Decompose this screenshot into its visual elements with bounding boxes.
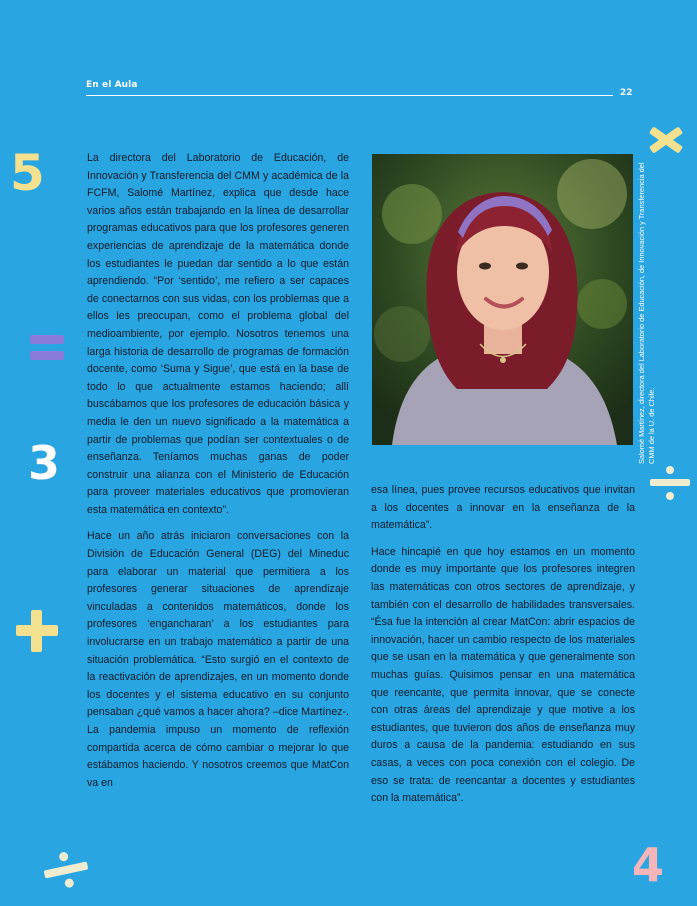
equals-sign-icon	[30, 335, 64, 367]
portrait-photo	[372, 154, 633, 445]
article-paragraph: Hace hincapié en que hoy estamos en un momento donde es muy importante que los profesores integren las matemáticas con otros sectores de aprendizaje, y también con el desarrollo de habilidades transversales. “Ésa fue la intención al crear MatCon: abrir espacios de innovación, hacer un cambio respecto de los materiales que se usan en la matemática y que generalmente son muchas guías. Quisimos pensar en una matemática que reencante, que permita innovar, que se conecte con otras áreas del aprendizaje y que motive a los estudiantes, que tuvieron dos años de enseñanza muy duros a causa de la pandemia: estudiando en sus casas, a veces con poca conexión con el colegio. De eso se trata: de reencantar a docentes y estudiantes con la matemática”.	[371, 545, 635, 805]
portrait-illustration	[372, 154, 633, 445]
multiplication-sign-icon	[648, 122, 684, 158]
page-number: 22	[620, 88, 633, 98]
article-right-column	[371, 482, 635, 817]
division-sign-icon	[40, 846, 91, 894]
number-three-decoration: 3	[28, 436, 61, 490]
article-paragraph: La directora del Laboratorio de Educación, de Innovación y Transferencia del CMM y académica de la FCFM, Salomé Martínez, explica que desde hace varios años están trabajando en la línea de desarrollar programas educativos para que los profesores generen experiencias de aprendizaje de la matemática donde los estudiantes le puedan dar sentido a lo que están aprendiendo. “Por ‘sentido’, me refiero a ser capaces de conectarnos con sus vidas, con los problemas que a ellos les preocupan, como el problema global del medioambiente, por ejemplo. Nosotros tenemos una larga historia de desarrollo de programas de formación docente, como ‘Suma y Sigue’, que está en la base de todo lo que actualmente estamos haciendo; allí buscábamos que los profesores de educación básica y media le den un nuevo significado a la matemática a partir de problemas que podían ser contextuales o de enseñanza. Teníamos muchas ganas de poder construir una alianza con el Ministerio de Educación para proveer materiales educativos que promovieran esta matemática en contexto”.	[87, 152, 349, 516]
number-four-decoration: 4	[632, 838, 665, 892]
division-sign-icon	[650, 465, 690, 501]
plus-sign-icon	[16, 610, 58, 652]
section-title: En el Aula	[86, 80, 138, 90]
photo-caption-text: Salomé Martínez, directora del Laboratorio de Educación, de Innovación y Transferencia del CMM de la U. de Chile.	[637, 162, 656, 464]
article-left-column	[87, 150, 349, 801]
number-five-decoration: 5	[10, 144, 45, 202]
photo-caption	[637, 154, 663, 464]
article-paragraph: esa línea, pues provee recursos educativos que invitan a los docentes a innovar en la enseñanza de la matemática”.	[371, 484, 635, 532]
article-paragraph: Hace un año atrás iniciaron conversaciones con la División de Educación General (DEG) del Mineduc para elaborar un material que permitiera a los profesores generar situaciones de aprendizaje vinculadas a contenidos matemáticos, donde los profesores ‘engancharan’ a los estudiantes para involucrarse en un trabajo matemático a partir de una situación problemática. “Esto surgió en el contexto de la reactivación de aprendizajes, en un momento donde los docentes y el sistema educativo en su conjunto pensaban ¿qué vamos a hacer ahora? –dice Martínez-. La pandemia impuso un momento de reflexión compartida acerca de cómo cambiar o mejorar lo que estábamos haciendo. Y nosotros creemos que MatCon va en	[87, 530, 349, 789]
header-divider	[86, 95, 613, 96]
